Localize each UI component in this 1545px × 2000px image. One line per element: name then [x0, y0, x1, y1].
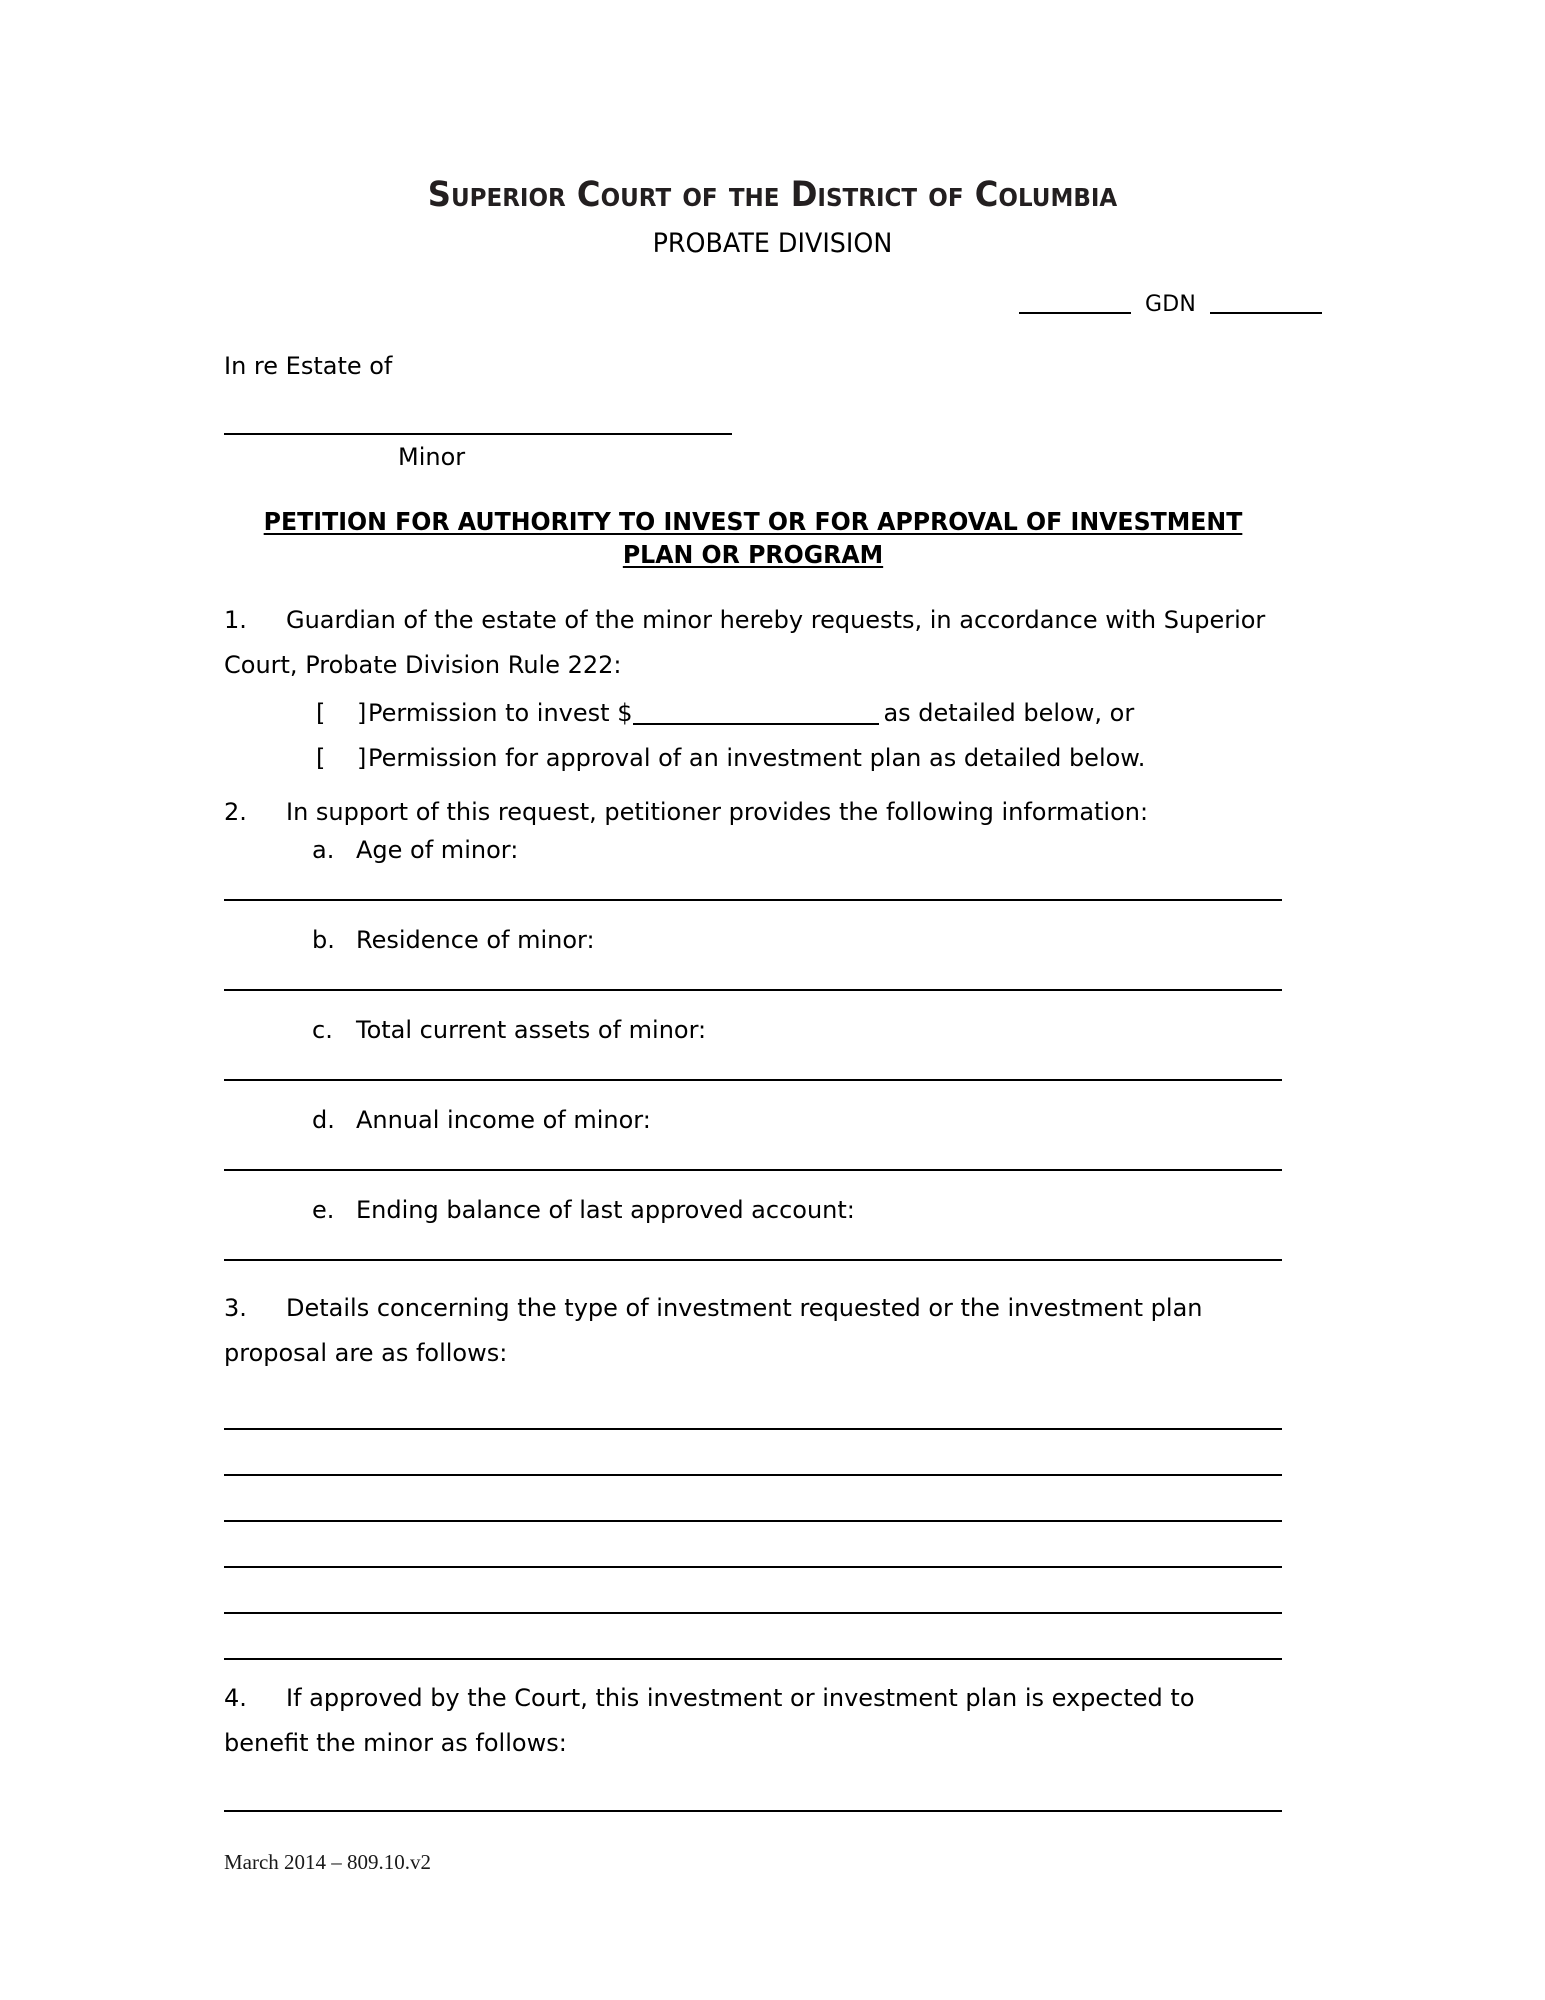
sub-item-d-letter: d.: [312, 1106, 335, 1134]
sub-item-a-letter: a.: [312, 836, 335, 864]
footer-revision: March 2014 – 809.10.v2: [224, 1850, 432, 1874]
item-3-number: 3.: [224, 1294, 247, 1322]
answer-blank-d[interactable]: [224, 1169, 1282, 1171]
answer-blank-b[interactable]: [224, 989, 1282, 991]
case-number-blank-left[interactable]: [1019, 292, 1131, 314]
sub-item-d: [312, 1106, 651, 1134]
invest-amount-blank[interactable]: [633, 702, 879, 725]
sub-item-b-label: Residence of minor:: [356, 926, 595, 954]
item-1-number: 1.: [224, 606, 247, 634]
division-title: PROBATE DIVISION: [652, 228, 893, 259]
petition-title-line-2: PLAN OR PROGRAM: [622, 540, 884, 569]
sub-item-e: [312, 1196, 855, 1224]
minor-caption-label: Minor: [398, 443, 466, 471]
checkbox-invest[interactable]: [ ]: [316, 699, 379, 727]
list-item-4: [224, 1676, 1284, 1766]
answer-blank-3-line-6[interactable]: [224, 1658, 1282, 1660]
item-4-text: If approved by the Court, this investment or investment plan is expected to benefit the minor as follows:: [224, 1684, 1195, 1757]
list-item-1: [224, 598, 1284, 688]
answer-blank-3-line-1[interactable]: [224, 1428, 1282, 1430]
sub-item-c-letter: c.: [312, 1016, 333, 1044]
case-number-blank-right[interactable]: [1210, 292, 1322, 314]
checkbox-row-invest[interactable]: [316, 699, 1134, 727]
checkbox-plan-label: Permission for approval of an investment plan as detailed below.: [368, 744, 1146, 772]
sub-item-c-label: Total current assets of minor:: [356, 1016, 707, 1044]
petition-title-line-1: PETITION FOR AUTHORITY TO INVEST OR FOR APPROVAL OF INVESTMENT: [263, 507, 1243, 536]
answer-blank-3-line-4[interactable]: [224, 1566, 1282, 1568]
list-item-2: [224, 790, 1284, 835]
case-number-row: [1019, 292, 1322, 317]
item-4-number: 4.: [224, 1684, 247, 1712]
case-number-label: GDN: [1144, 292, 1196, 317]
item-2-number: 2.: [224, 798, 247, 826]
answer-blank-3-line-5[interactable]: [224, 1612, 1282, 1614]
checkbox-plan[interactable]: [ ]: [316, 744, 379, 772]
in-re-estate-label: In re Estate of: [224, 352, 393, 380]
answer-blank-3-line-2[interactable]: [224, 1474, 1282, 1476]
item-3-text: Details concerning the type of investment requested or the investment plan proposal are as follows:: [224, 1294, 1203, 1367]
list-item-3: [224, 1286, 1284, 1376]
sub-item-d-label: Annual income of minor:: [356, 1106, 651, 1134]
answer-blank-a[interactable]: [224, 899, 1282, 901]
answer-blank-4-line-1[interactable]: [224, 1810, 1282, 1812]
sub-item-c: [312, 1016, 706, 1044]
answer-blank-e[interactable]: [224, 1259, 1282, 1261]
page-title: [243, 505, 1264, 571]
estate-name-blank[interactable]: [224, 433, 732, 435]
checkbox-row-plan[interactable]: [316, 744, 1145, 772]
sub-item-e-letter: e.: [312, 1196, 335, 1224]
sub-item-e-label: Ending balance of last approved account:: [356, 1196, 855, 1224]
sub-item-a: [312, 836, 518, 864]
item-2-text: In support of this request, petitioner provides the following information:: [286, 798, 1149, 826]
item-1-text: Guardian of the estate of the minor hereby requests, in accordance with Superior Court, Probate Division Rule 222:: [224, 606, 1266, 679]
sub-item-a-label: Age of minor:: [356, 836, 519, 864]
sub-item-b: [312, 926, 595, 954]
checkbox-invest-label-before: Permission to invest $: [368, 699, 633, 727]
checkbox-invest-label-after: as detailed below, or: [883, 699, 1135, 727]
sub-item-b-letter: b.: [312, 926, 335, 954]
answer-blank-c[interactable]: [224, 1079, 1282, 1081]
answer-blank-3-line-3[interactable]: [224, 1520, 1282, 1522]
court-title: Superior Court of the District of Columbia: [427, 175, 1118, 215]
